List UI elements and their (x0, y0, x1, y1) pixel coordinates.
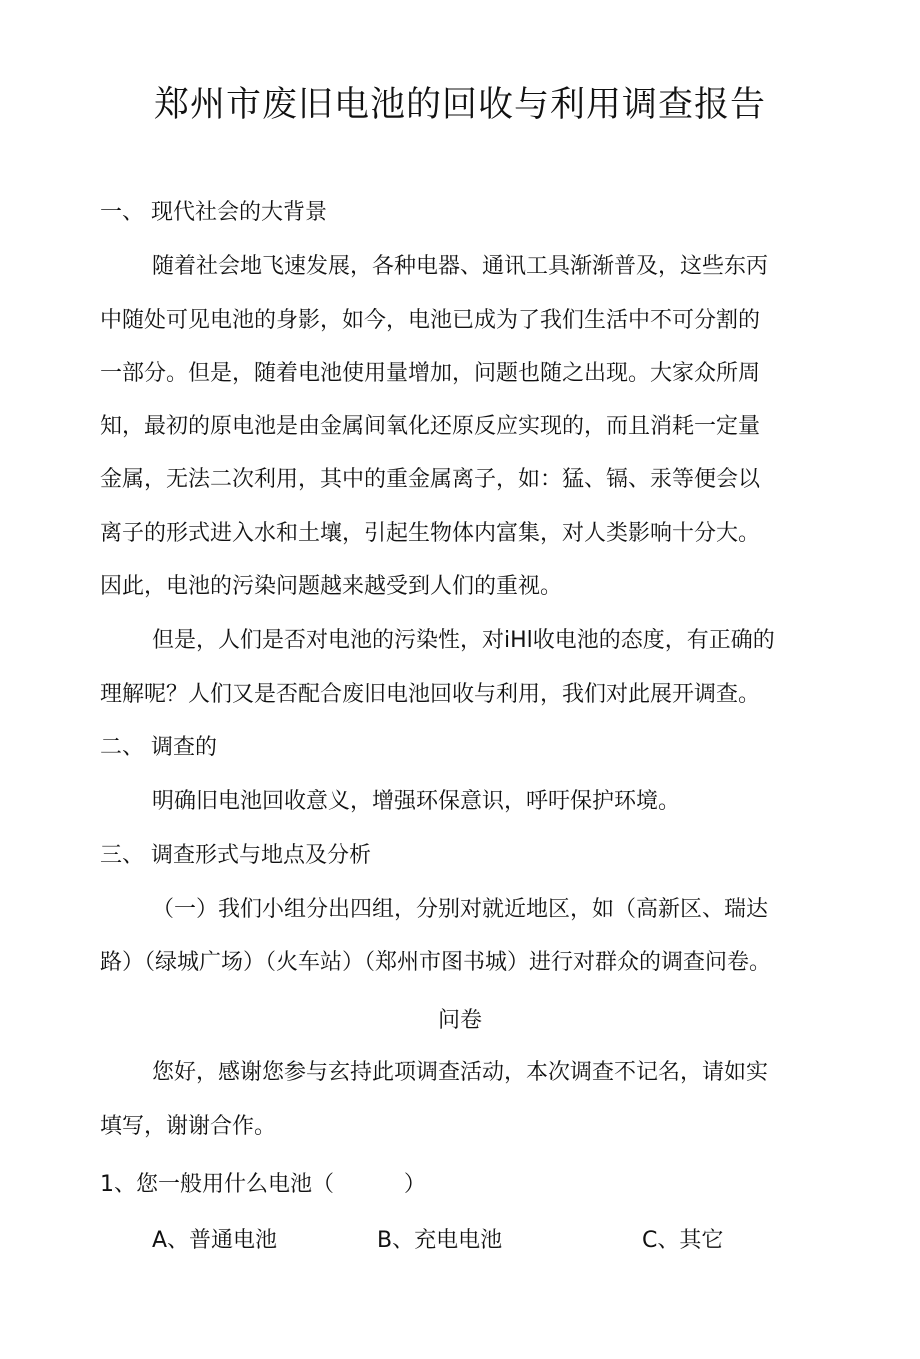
option-b: B、充电电池 (377, 1228, 503, 1253)
paragraph-line: 但是，人们是否对电池的污染性，对iHl收电池的态度，有正确的 (152, 628, 775, 653)
option-c: C、其它 (642, 1228, 724, 1253)
paragraph-line: 中随处可见电池的身影，如今，电池已成为了我们生活中不可分割的 (100, 308, 761, 333)
section-1-heading: 一、 现代社会的大背景 (100, 200, 327, 225)
paragraph-line: 明确旧电池回收意义，增强环保意识，呼吁保护环境。 (152, 789, 681, 814)
questionnaire-title: 问卷 (437, 1008, 482, 1033)
paragraph-line: 离子的形式进入水和土壤，引起生物体内富集，对人类影响十分大。 (100, 521, 761, 546)
paragraph-line: 随着社会地飞速发展，各种电器、通讯工具渐渐普及，这些东丙 (152, 254, 769, 279)
question-1: 1、您一般用什么电池（ ） (100, 1172, 426, 1197)
document-title: 郑州市废旧电池的回收与利用调查报告 (153, 85, 766, 125)
paragraph-line: （一）我们小组分出四组，分别对就近地区，如（高新区、瑞达 (152, 897, 769, 922)
paragraph-line: 填写，谢谢合作。 (100, 1114, 277, 1139)
paragraph-line: 您好，感谢您参与玄持此项调查活动，本次调查不记名，请如实 (152, 1060, 769, 1085)
paragraph-line: 理解呢？人们又是否配合废旧电池回收与利用，我们对此展开调查。 (100, 682, 761, 707)
paragraph-line: 金属，无法二次利用，其中的重金属离子，如：猛、镉、汞等便会以 (100, 467, 761, 492)
paragraph-line: 路）（绿城广场）（火车站）（郑州市图书城）进行对群众的调查问卷。 (100, 950, 772, 975)
paragraph-line: 知，最初的原电池是由金属间氧化还原反应实现的，而且消耗一定量 (100, 414, 761, 439)
section-3-heading: 三、 调查形式与地点及分析 (100, 843, 371, 868)
option-a: A、普通电池 (152, 1228, 278, 1253)
paragraph-line: 一部分。但是，随着电池使用量增加，问题也随之出现。大家众所周 (100, 361, 761, 386)
section-2-heading: 二、 调查的 (100, 735, 217, 760)
paragraph-line: 因此，电池的污染问题越来越受到人们的重视。 (100, 574, 563, 599)
